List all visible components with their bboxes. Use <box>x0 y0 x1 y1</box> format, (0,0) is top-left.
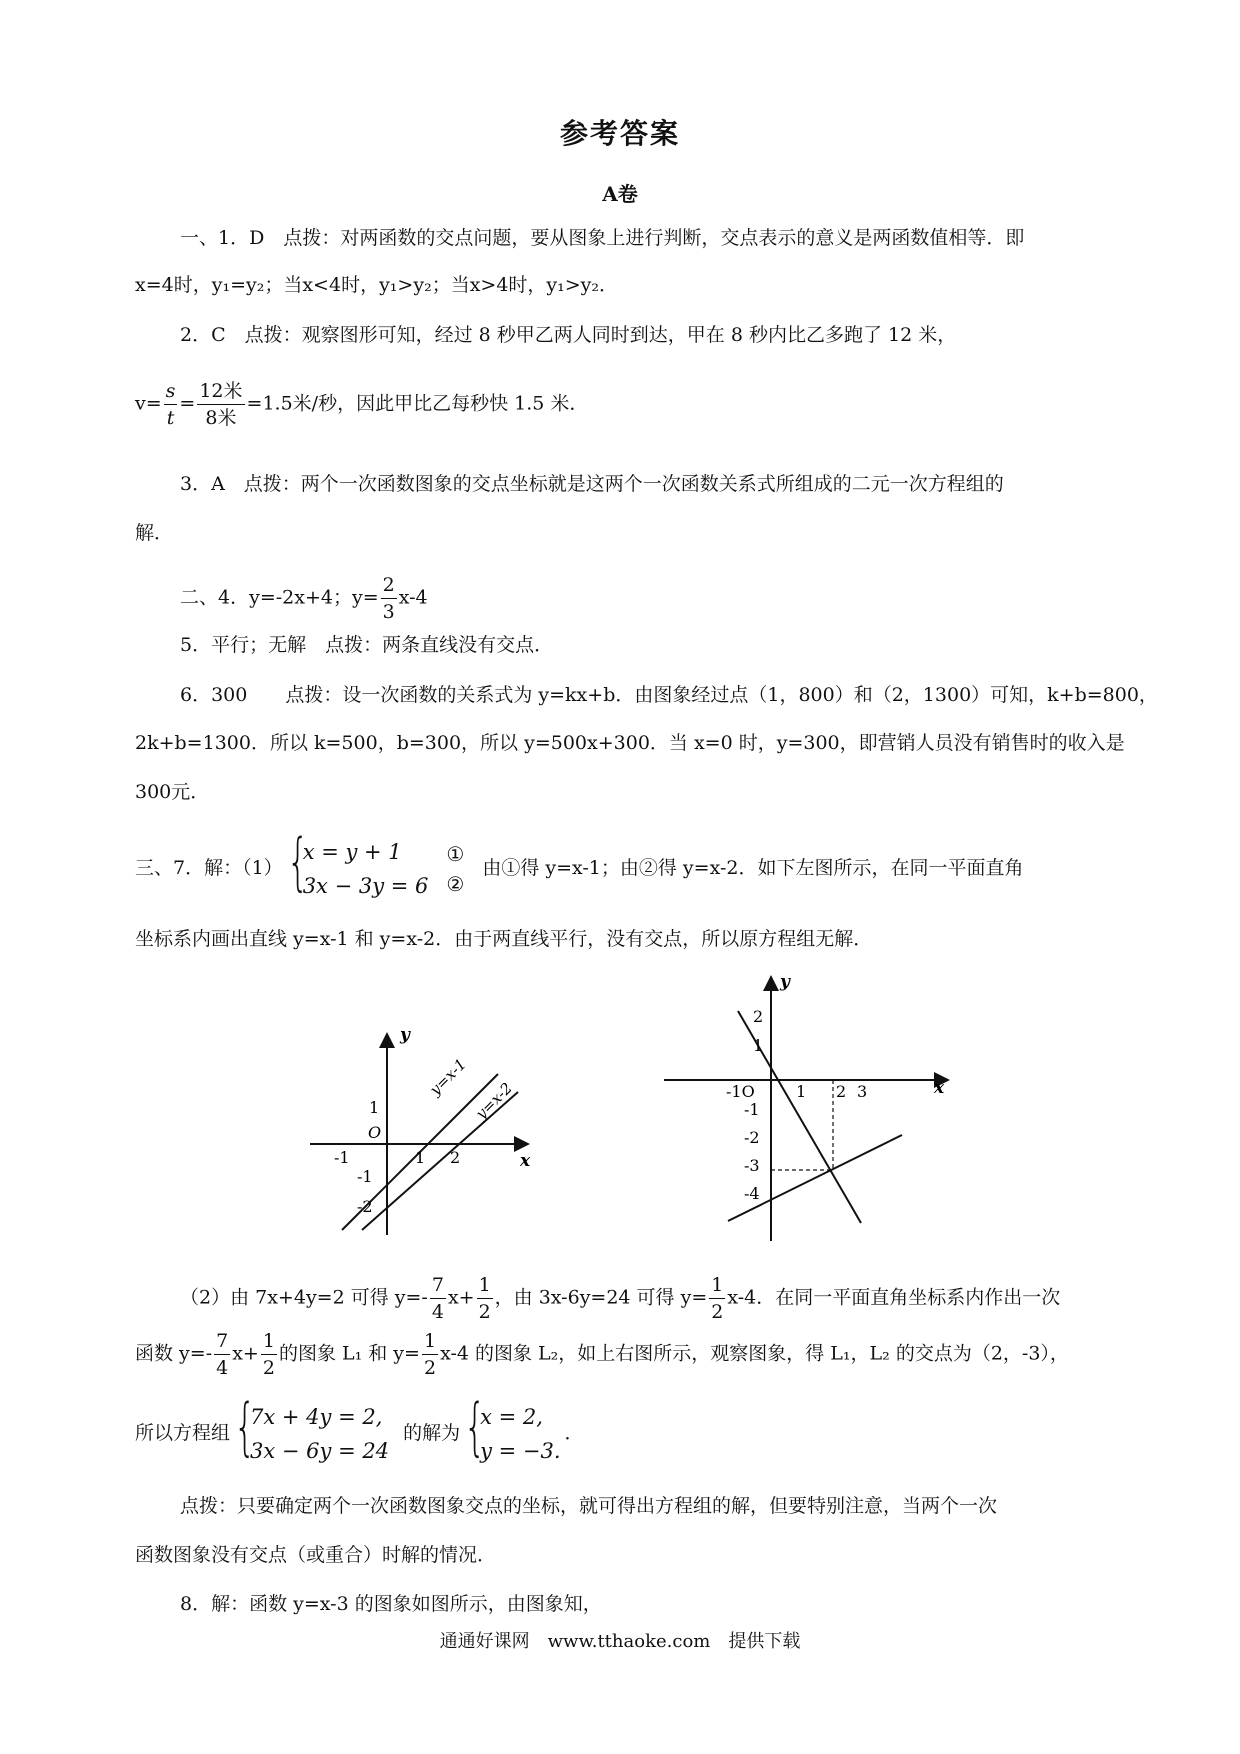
text-segment: x+ <box>232 1342 259 1365</box>
fraction-7-over-4 <box>430 1272 446 1325</box>
frac-den: t <box>166 407 175 429</box>
equation-1: 7x + 4y = 2, <box>250 1405 383 1429</box>
q1-line2: x=4时，y₁=y₂；当x<4时，y₁>y₂；当x>4时，y₁>y₂． <box>135 274 619 296</box>
q7-line1 <box>135 825 1024 903</box>
frac-num: 1 <box>261 1328 277 1355</box>
equation-markers <box>446 839 464 899</box>
q5-line: 5．平行；无解 点拨：两条直线没有交点． <box>180 634 554 656</box>
frac-num: 2 <box>381 572 397 599</box>
tick-y-1: 1 <box>753 1036 764 1055</box>
brace-icon: { <box>286 825 309 898</box>
frac-den: 4 <box>431 1301 444 1323</box>
frac-den: 3 <box>382 601 395 623</box>
text-segment: 函数 y=- <box>135 1342 213 1365</box>
footer: 通通好课网 www.tthaoke.com 提供下载 <box>439 1631 801 1652</box>
x-axis-label: x <box>520 1151 531 1171</box>
q2-line2 <box>135 378 588 431</box>
line-L2 <box>728 1135 902 1221</box>
equation-system-1 <box>286 825 429 903</box>
text-segment: x-4．在同一平面直角坐标系内作出一次 <box>727 1286 1061 1309</box>
frac-den: 2 <box>478 1301 491 1323</box>
q7-tail: 由①得 y=x-1；由②得 y=x-2．如下左图所示，在同一平面直角 <box>482 857 1024 879</box>
text-segment: 的解为 <box>403 1422 461 1444</box>
q2-v: v= <box>135 392 162 415</box>
solution-system <box>464 1390 561 1468</box>
frac-num: 1 <box>709 1272 725 1299</box>
fraction-s-over-t <box>164 378 178 431</box>
text-segment: （2）由 7x+4y=2 可得 y=- <box>180 1286 428 1309</box>
frac-num: s <box>164 378 178 405</box>
line2-label: y=x-2 <box>472 1079 516 1123</box>
tick-y-neg2: -2 <box>744 1128 760 1147</box>
q7-prefix: 三、7．解：（1） <box>135 857 283 879</box>
line1-label: y=x-1 <box>426 1055 470 1099</box>
frac-num: 1 <box>477 1272 493 1299</box>
q6-line2: 2k+b=1300．所以 k=500，b=300，所以 y=500x+300．当 x=0 时，y=300，即营销人员没有销售时的收入是 <box>135 732 1125 754</box>
q3-line1: 3．A 点拨：两个一次函数图象的交点坐标就是这两个一次函数关系式所组成的二元一次方程组的 <box>180 473 1004 495</box>
tick-x-3: 3 <box>857 1082 868 1101</box>
text-segment: ，由 3x-6y=24 可得 y= <box>494 1286 708 1309</box>
tick-y-neg1: -1 <box>357 1167 373 1186</box>
frac-den: 8米 <box>205 407 237 429</box>
tick-x-2: 2 <box>836 1082 847 1101</box>
note-line1: 点拨：只要确定两个一次函数图象交点的坐标，就可得出方程组的解，但要特别注意，当两个一次 <box>180 1495 998 1517</box>
q1-line1: 一、1．D 点拨：对两函数的交点问题，要从图象上进行判断，交点表示的意义是两函数值相等．即 <box>180 227 1025 249</box>
brace-icon: { <box>464 1390 486 1463</box>
q6-line1: 6．300 点拨：设一次函数的关系式为 y=kx+b．由图象经过点（1，800）和（2，1300）可知，k+b=800， <box>180 684 1158 706</box>
equation-2: 3x − 3y = 6 <box>302 874 429 898</box>
tick-x-1: 1 <box>796 1082 807 1101</box>
equation-system-2 <box>234 1390 390 1468</box>
tick-y-neg2: -2 <box>357 1197 373 1216</box>
fraction-7-over-4 <box>214 1328 230 1381</box>
note-line2: 函数图象没有交点（或重合）时解的情况． <box>135 1544 497 1566</box>
frac-num: 7 <box>430 1272 446 1299</box>
q7b-line1 <box>180 1272 1060 1325</box>
brace-icon: { <box>234 1390 256 1463</box>
graph-intersecting-lines <box>656 973 956 1243</box>
equation-2: 3x − 6y = 24 <box>250 1439 390 1463</box>
frac-den: 4 <box>216 1357 229 1379</box>
q2-line1: 2．C 点拨：观察图形可知，经过 8 秒甲乙两人同时到达，甲在 8 秒内比乙多跑了 12 米， <box>180 324 957 346</box>
q6-line3: 300元． <box>135 781 210 803</box>
graph-parallel-lines <box>302 1020 546 1240</box>
q7b-line3 <box>135 1390 584 1468</box>
q7-line2: 坐标系内画出直线 y=x-1 和 y=x-2．由于两直线平行，没有交点，所以原方程组无解． <box>135 928 873 950</box>
text-segment: 所以方程组 <box>135 1422 231 1444</box>
frac-den: 2 <box>262 1357 275 1379</box>
tick-y-neg1: -1 <box>744 1100 760 1119</box>
section-title: A卷 <box>602 182 638 206</box>
q2-eq: = <box>179 392 196 415</box>
q7b-line2 <box>135 1328 1069 1381</box>
fraction-1-over-2 <box>477 1272 493 1325</box>
frac-num: 1 <box>422 1328 438 1355</box>
fraction-12m-over-8m <box>197 378 244 431</box>
text-segment: x+ <box>447 1286 475 1309</box>
text-segment: ． <box>564 1422 584 1444</box>
fraction-1-over-2 <box>422 1328 438 1381</box>
tick-y-neg4: -4 <box>744 1184 760 1203</box>
page-title: 参考答案 <box>559 117 680 150</box>
marker-2: ② <box>446 872 465 896</box>
frac-num: 7 <box>214 1328 230 1355</box>
q8-line: 8．解：函数 y=x-3 的图象如图所示，由图象知， <box>180 1593 602 1615</box>
marker-1: ① <box>446 842 465 866</box>
y-axis-label: y <box>400 1025 410 1045</box>
frac-den: 2 <box>711 1301 724 1323</box>
fraction-1-over-2 <box>709 1272 725 1325</box>
equation-1: x = y + 1 <box>302 840 402 864</box>
frac-den: 2 <box>423 1357 437 1379</box>
solution-x: x = 2, <box>480 1405 543 1429</box>
origin-label: -1O <box>726 1082 755 1101</box>
q4-line <box>180 572 428 625</box>
q2-tail: =1.5米/秒，因此甲比乙每秒快 1.5 米． <box>246 392 589 415</box>
fraction-1-over-2 <box>261 1328 277 1381</box>
tick-x-2: 2 <box>450 1148 461 1167</box>
origin-label: O <box>368 1123 382 1142</box>
tick-x-neg1: -1 <box>334 1148 350 1167</box>
tick-y-1: 1 <box>369 1098 380 1117</box>
tick-y-2: 2 <box>753 1007 764 1026</box>
y-axis-label: y <box>780 973 790 992</box>
tick-x-1: 1 <box>415 1148 426 1167</box>
q3-line2: 解． <box>135 522 174 544</box>
solution-y: y = −3. <box>480 1439 561 1463</box>
q4-tail: x-4 <box>398 586 428 609</box>
frac-num: 12米 <box>197 378 244 405</box>
text-segment: x-4 的图象 L₂，如上右图所示，观察图象，得 L₁，L₂ 的交点为（2，-3）， <box>440 1342 1069 1365</box>
tick-y-neg3: -3 <box>744 1156 760 1175</box>
fraction-2-over-3 <box>381 572 397 625</box>
text-segment: 的图象 L₁ 和 y= <box>278 1342 420 1365</box>
q4-prefix: 二、4．y=-2x+4；y= <box>180 586 379 609</box>
x-axis-label: x <box>934 1078 945 1098</box>
